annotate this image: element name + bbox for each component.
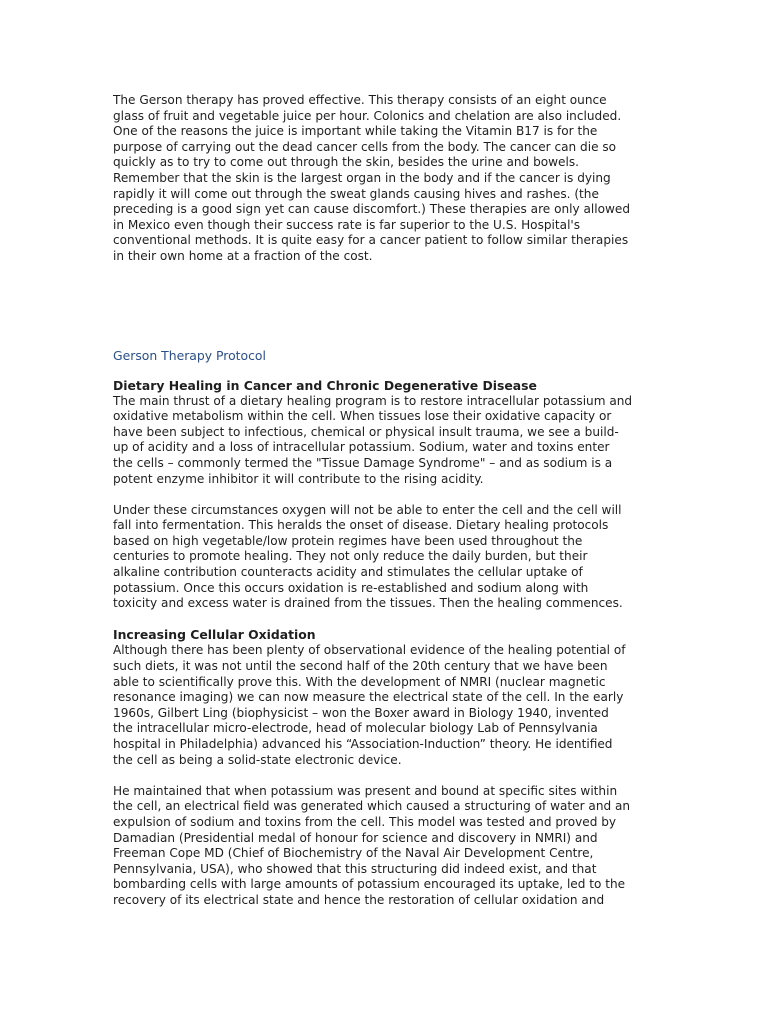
paragraph-gap <box>113 487 633 503</box>
cellular-oxidation-heading: Increasing Cellular Oxidation <box>113 627 316 643</box>
intro-paragraph: The Gerson therapy has proved effective. This therapy consists of an eight ounce glass of fruit and vegetable juice per hour. Colonics and chelation are also included. One of the reasons the juice is important while taking the Vitamin B17 is for the purpose of carrying out the dead cancer cells from the body. The cancer can die so quickly as to try to come out through the skin, besides the urine and bowels. Remember that the skin is the largest organ in the body and if the cancer is dying rapidly it will come out through the sweat glands causing hives and rashes. (the preceding is a good sign yet can cause discomfort.) These therapies are only allowed in Mexico even though their success rate is far superior to the U.S. Hospital's conventional methods. It is quite easy for a cancer patient to follow similar therapies in their own home at a fraction of the cost. <box>113 93 631 263</box>
paragraph-gap <box>113 768 633 784</box>
section-title-link[interactable]: Gerson Therapy Protocol <box>113 347 266 363</box>
cellular-oxidation-paragraph-1: Although there has been plenty of observational evidence of the healing potential of such diets, it was not until the second half of the 20th century that we have been able to scientifically prove this. With the development of NMRI (nuclear magnetic resonance imaging) we can now measure the electrical state of the cell. In the early 1960s, Gilbert Ling (biophysicist – won the Boxer award in Biology 1940, invented the intracellular micro-electrode, head of molecular biology Lab of Pennsylvania hospital in Philadelphia) advanced his “Association-Induction” theory. He identified the cell as being a solid-state electronic device. <box>113 643 626 767</box>
paragraph-gap <box>113 612 633 628</box>
dietary-healing-paragraph-1: The main thrust of a dietary healing program is to restore intracellular potassium and oxidative metabolism within the cell. When tissues lose their oxidative capacity or have been subject to infectious, chemical or physical insult trauma, we see a build- up of acidity and a loss of intracellular potassium. Sodium, water and toxins enter the cells – commonly termed the "Tissue Damage Syndrome" – and as sodium is a potent enzyme inhibitor it will contribute to the rising acidity. <box>113 393 633 486</box>
cellular-oxidation-paragraph-2: He maintained that when potassium was present and bound at specific sites within the cell, an electrical field was generated which caused a structuring of water and an expulsion of sodium and toxins from the cell. This model was tested and proved by Damadian (Presidential medal of honour for science and discovery in NMRI) and Freeman Cope MD (Chief of Biochemistry of the Naval Air Development Centre, Pennsylvania, USA), who showed that this structuring did indeed exist, and that bombarding cells with large amounts of potassium encouraged its uptake, led to the recovery of its electrical state and hence the restoration of cellular oxidation and <box>113 783 631 907</box>
document-page <box>113 93 633 909</box>
dietary-healing-heading: Dietary Healing in Cancer and Chronic Degenerative Disease <box>113 377 537 393</box>
dietary-healing-paragraph-2: Under these circumstances oxygen will not be able to enter the cell and the cell will fall into fermentation. This heralds the onset of disease. Dietary healing protocols based on high vegetable/low protein regimes have been used throughout the centuries to promote healing. They not only reduce the daily burden, but their alkaline contribution counteracts acidity and stimulates the cellular uptake of potassium. Once this occurs oxidation is re-established and sodium along with toxicity and excess water is drained from the tissues. Then the healing commences. <box>113 502 623 611</box>
